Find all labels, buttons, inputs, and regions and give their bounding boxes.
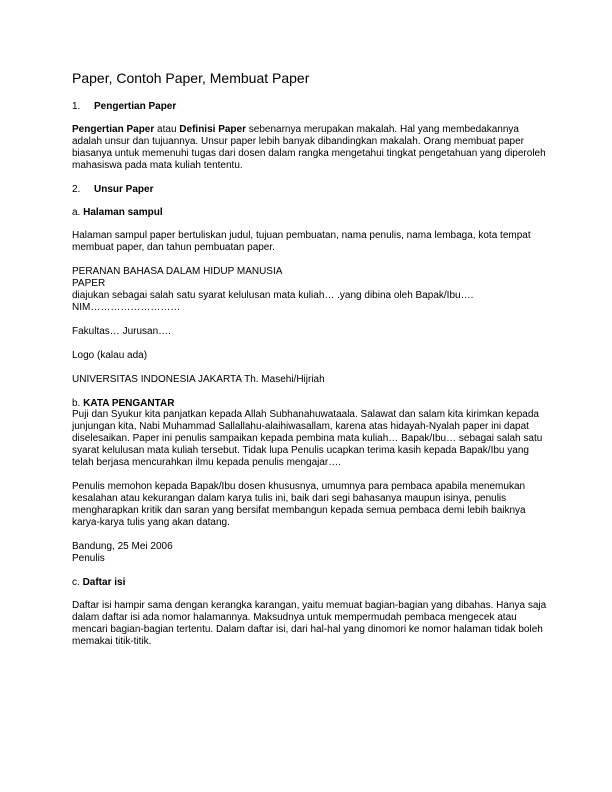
document-page [72,70,547,648]
cover-nim-line: NIM……………………… [72,302,181,313]
subsection-a-text: Halaman sampul paper bertuliskan judul, tujuan pembuatan, nama penulis, nama lembaga, kota tempat membuat paper, dan tahun pembuatan paper. [72,230,531,253]
kata-pengantar-paragraph-1: Puji dan Syukur kita panjatkan kepada Allah Subhanahuwataala. Salawat dan salam kita kirimkan kepada junjungan kita, Nabi Muhammad Sallallahu-alaihiwasallam, karena atas hidayah-Nyalah paper ini dapat diselesaikan. Paper ini penulis sampaikan kepada pembina mata kuliah… Bapak/Ibu… sebagai salah satu syarat kelulusan mata kuliah tersebut. Tidak lupa Penulis ucapkan terima kasih kepada Bapak/Ibu yang telah berjasa mencurahkan ilmu kepada penulis mengajar…. [72,409,543,468]
kata-pengantar-paragraph-2: Penulis memohon kepada Bapak/Ibu dosen khususnya, umumnya para pembaca apabila menemukan kesalahan atau kekurangan dalam karya tulis ini, baik dari segi bahasanya maupun isinya, penulis mengharapkan kritik dan saran yang bersifat membangun kepada semua pembaca demi lebih baiknya karya-karya tulis yang akan datang. [72,481,526,528]
term-definisi-paper: Definisi Paper [179,124,246,135]
cover-university-line: UNIVERSITAS INDONESIA JAKARTA Th. Masehi/Hijriah [72,374,325,385]
section-1-paragraph: Pengertian Paper atau Definisi Paper sebenarnya merupakan makalah. Hal yang membedakannya adalah unsur dan tujuannya. Unsur paper lebih banyak dibandingkan makalah. Orang membuat paper biasanya untuk memenuhi tugas dari dosen dalam rangka mengetahui tingkat pengetahuan yang diperoleh mahasiswa pada mata kuliah tententu. [72,124,546,171]
section-2-title: Unsur Paper [94,184,154,195]
cover-paper-line: PAPER [72,278,106,289]
cover-purpose-line: diajukan sebagai salah satu syarat kelulusan mata kuliah… .yang dibina oleh Bapak/Ibu…. [72,290,474,301]
signature-author: Penulis [72,553,105,564]
subsection-c-heading: c. Daftar isi [72,577,126,588]
cover-title-line: PERANAN BAHASA DALAM HIDUP MANUSIA [72,266,283,277]
section-2-number: 2. [72,184,81,195]
document-title: Paper, Contoh Paper, Membuat Paper [72,70,310,86]
cover-fakultas-line: Fakultas… Jurusan…. [72,326,171,337]
daftar-isi-paragraph: Daftar isi hampir sama dengan kerangka karangan, yaitu memuat bagian-bagian yang dibahas. Hanya saja dalam daftar isi ada nomor halamannya. Maksudnya untuk mempermudah pembaca mengecek atau mencari bagian-bagian tertentu. Dalam daftar isi, dari hal-hal yang dinomori ke nomor halaman tidak boleh memakai titik-titik. [72,600,547,647]
section-1-number: 1. [72,101,81,112]
cover-logo-line: Logo (kalau ada) [72,350,148,361]
term-pengertian-paper: Pengertian Paper [72,124,155,135]
signature-date: Bandung, 25 Mei 2006 [72,541,173,552]
section-1-title: Pengertian Paper [94,101,177,112]
section-2-heading [72,184,547,195]
section-1-heading [72,101,547,112]
subsection-b-heading: b. KATA PENGANTAR [72,398,175,409]
subsection-a-heading: a. Halaman sampul [72,207,163,218]
